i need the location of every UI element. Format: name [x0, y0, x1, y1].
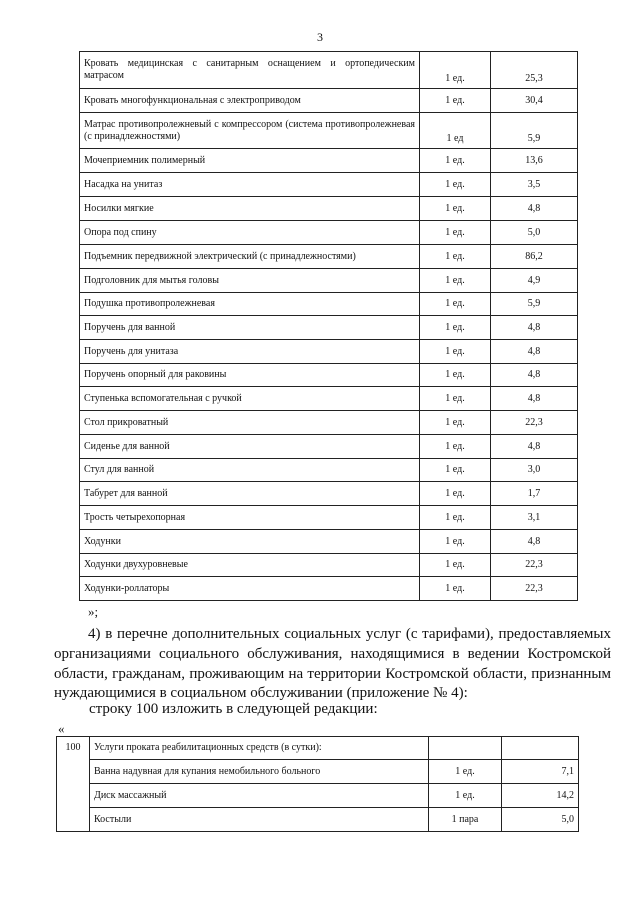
item-price: 4,8 [491, 435, 578, 459]
item-price: 4,9 [491, 269, 578, 293]
table-row [80, 316, 578, 340]
item-name: Костыли [90, 808, 429, 832]
item-name: Носилки мягкие [80, 197, 420, 221]
table-row [80, 411, 578, 435]
item-price: 7,1 [502, 760, 579, 784]
table-row [80, 364, 578, 387]
item-name: Поручень опорный для раковины [80, 364, 420, 387]
table-row [80, 435, 578, 459]
item-price: 22,3 [491, 411, 578, 435]
item-unit: 1 ед. [420, 316, 491, 340]
table-row [80, 459, 578, 482]
item-unit: 1 ед. [420, 506, 491, 530]
item-name: Опора под спину [80, 221, 420, 245]
item-name: Трость четырехопорная [80, 506, 420, 530]
item-name: Табурет для ванной [80, 482, 420, 506]
row-100-table [56, 736, 579, 832]
item-unit: 1 ед. [420, 411, 491, 435]
item-unit: 1 ед. [420, 482, 491, 506]
item-price: 4,8 [491, 316, 578, 340]
item-price: 5,9 [491, 113, 578, 149]
amendment-paragraph-text: 4) в перечне дополнительных социальных услуг (с тарифами), предоставляемых организациями социального обслуживания, находящимися в ведении Костромской области, гражданам, проживающим на территории Костромской области, признанным нуждающимися в социальном обслуживании (приложение № 4): [54, 626, 611, 702]
table-row [80, 482, 578, 506]
edit-instruction: строку 100 изложить в следующей редакции: [89, 701, 378, 717]
item-price: 25,3 [491, 52, 578, 89]
item-price: 4,8 [491, 340, 578, 364]
item-name: Ходунки-роллаторы [80, 577, 420, 601]
item-unit: 1 ед. [429, 784, 502, 808]
amendment-paragraph [54, 625, 611, 704]
item-unit: 1 ед. [420, 554, 491, 577]
closing-quote: »; [88, 604, 99, 619]
empty-cell [502, 737, 579, 760]
item-price: 5,0 [502, 808, 579, 832]
item-unit: 1 ед. [420, 340, 491, 364]
table-row [57, 760, 579, 784]
item-name: Кровать медицинская с санитарным оснащением и ортопедическим матрасом [80, 52, 420, 89]
table-row [80, 197, 578, 221]
item-unit: 1 ед. [420, 89, 491, 113]
table-row [80, 506, 578, 530]
item-name: Стул для ванной [80, 459, 420, 482]
item-unit: 1 пара [429, 808, 502, 832]
item-name: Поручень для унитаза [80, 340, 420, 364]
item-price: 30,4 [491, 89, 578, 113]
item-name: Насадка на унитаз [80, 173, 420, 197]
item-price: 3,5 [491, 173, 578, 197]
table-row [80, 173, 578, 197]
item-unit: 1 ед. [420, 577, 491, 601]
item-unit: 1 ед. [420, 197, 491, 221]
item-price: 4,8 [491, 387, 578, 411]
item-name: Ступенька вспомогательная с ручкой [80, 387, 420, 411]
table-row [80, 340, 578, 364]
item-name: Сиденье для ванной [80, 435, 420, 459]
item-unit: 1 ед. [420, 530, 491, 554]
tariff-table-continued [79, 51, 578, 601]
item-unit: 1 ед [420, 113, 491, 149]
table-row [80, 554, 578, 577]
item-price: 86,2 [491, 245, 578, 269]
item-name: Подушка противопролежневая [80, 293, 420, 316]
item-name: Поручень для ванной [80, 316, 420, 340]
service-group-title: Услуги проката реабилитационных средств (в сутки): [90, 737, 429, 760]
item-price: 1,7 [491, 482, 578, 506]
table-row [80, 387, 578, 411]
item-unit: 1 ед. [420, 221, 491, 245]
item-unit: 1 ед. [420, 245, 491, 269]
table-row [57, 784, 579, 808]
item-unit: 1 ед. [420, 435, 491, 459]
table-row [80, 52, 578, 89]
item-price: 5,0 [491, 221, 578, 245]
item-price: 3,0 [491, 459, 578, 482]
item-name: Матрас противопролежневый с компрессором (система противопролежневая (с принадлежностями) [80, 113, 420, 149]
table-row [80, 269, 578, 293]
item-price: 3,1 [491, 506, 578, 530]
empty-cell [429, 737, 502, 760]
opening-quote: « [58, 721, 65, 736]
table-row [80, 221, 578, 245]
item-price: 4,8 [491, 364, 578, 387]
table-row [80, 577, 578, 601]
item-price: 4,8 [491, 197, 578, 221]
item-name: Ходунки [80, 530, 420, 554]
item-unit: 1 ед. [420, 269, 491, 293]
item-name: Подъемник передвижной электрический (с принадлежностями) [80, 245, 420, 269]
table-row [80, 149, 578, 173]
item-price: 22,3 [491, 554, 578, 577]
table-row [80, 530, 578, 554]
item-unit: 1 ед. [429, 760, 502, 784]
item-unit: 1 ед. [420, 173, 491, 197]
item-price: 22,3 [491, 577, 578, 601]
table-row [57, 808, 579, 832]
item-price: 13,6 [491, 149, 578, 173]
item-unit: 1 ед. [420, 149, 491, 173]
item-price: 5,9 [491, 293, 578, 316]
table-header-row [57, 737, 579, 760]
item-unit: 1 ед. [420, 364, 491, 387]
item-name: Ходунки двухуровневые [80, 554, 420, 577]
item-price: 4,8 [491, 530, 578, 554]
item-name: Мочеприемник полимерный [80, 149, 420, 173]
table-row [80, 89, 578, 113]
item-name: Ванна надувная для купания немобильного больного [90, 760, 429, 784]
item-name: Кровать многофункциональная с электроприводом [80, 89, 420, 113]
row-number: 100 [57, 737, 90, 832]
item-unit: 1 ед. [420, 387, 491, 411]
item-price: 14,2 [502, 784, 579, 808]
item-unit: 1 ед. [420, 52, 491, 89]
item-name: Стол прикроватный [80, 411, 420, 435]
item-name: Подголовник для мытья головы [80, 269, 420, 293]
item-name: Диск массажный [90, 784, 429, 808]
table-row [80, 293, 578, 316]
item-unit: 1 ед. [420, 293, 491, 316]
item-unit: 1 ед. [420, 459, 491, 482]
table-row [80, 245, 578, 269]
page-number: 3 [317, 30, 323, 44]
table-row [80, 113, 578, 149]
